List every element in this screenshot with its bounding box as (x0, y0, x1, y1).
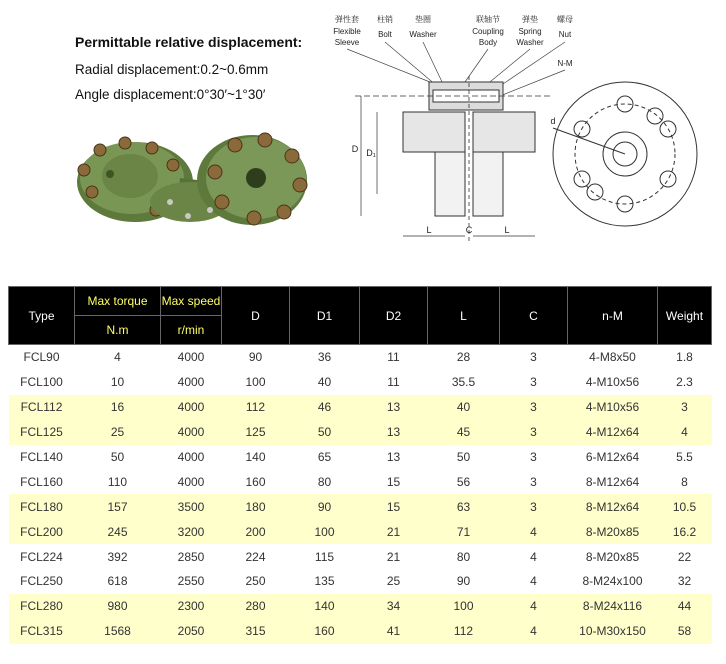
spec-heading: Permittable relative displacement: (75, 34, 303, 50)
header-d2: D2 (360, 287, 428, 345)
table-cell: 3 (500, 420, 568, 445)
table-cell: 4-M10x56 (568, 395, 658, 420)
header-n-m: n-M (568, 287, 658, 345)
table-cell: 34 (360, 594, 428, 619)
table-cell: 45 (428, 420, 500, 445)
label-bolt (377, 14, 393, 39)
table-cell: 36 (290, 345, 360, 370)
table-cell: 80 (428, 544, 500, 569)
table-row (9, 494, 712, 519)
product-header (0, 0, 726, 282)
table-cell: 200 (222, 519, 290, 544)
table-cell: 4000 (161, 370, 222, 395)
table-row (9, 420, 712, 445)
table-cell: 160 (290, 619, 360, 644)
table-cell: 1568 (75, 619, 161, 644)
table-cell: 2300 (161, 594, 222, 619)
table-cell: 250 (222, 569, 290, 594)
table-body (9, 345, 712, 644)
table-cell: 4 (500, 544, 568, 569)
table-cell: 10 (75, 370, 161, 395)
header-type: Type (9, 287, 75, 345)
table-cell: 4 (75, 345, 161, 370)
dim-l-right: L (504, 225, 510, 235)
table-cell: 4-M12x64 (568, 420, 658, 445)
table-cell: 4 (500, 569, 568, 594)
table-row (9, 519, 712, 544)
table-cell: 8-M20x85 (568, 519, 658, 544)
table-cell: 3 (500, 494, 568, 519)
svg-text:Washer: Washer (409, 30, 437, 39)
table-cell: 245 (75, 519, 161, 544)
svg-text:Nut: Nut (558, 30, 572, 39)
dim-c: C (465, 225, 473, 235)
table-cell: 11 (360, 370, 428, 395)
svg-text:垫圈: 垫圈 (415, 15, 431, 24)
table-cell: FCL200 (9, 519, 75, 544)
table-cell: 15 (360, 469, 428, 494)
table-cell: 50 (428, 445, 500, 470)
table-row (9, 619, 712, 644)
svg-text:Coupling: Coupling (472, 27, 504, 36)
table-cell: 71 (428, 519, 500, 544)
table-cell: FCL100 (9, 370, 75, 395)
table-cell: 11 (360, 345, 428, 370)
table-row (9, 469, 712, 494)
table-cell: FCL250 (9, 569, 75, 594)
label-flexible-sleeve (333, 14, 361, 47)
table-cell: 8-M24x100 (568, 569, 658, 594)
svg-text:柱销: 柱销 (377, 15, 393, 24)
table-row (9, 345, 712, 370)
table-cell: 50 (75, 445, 161, 470)
table-cell: 3 (500, 445, 568, 470)
table-cell: FCL140 (9, 445, 75, 470)
table-cell: 16.2 (658, 519, 712, 544)
table-row (9, 569, 712, 594)
dim-l-left: L (426, 225, 432, 235)
coupling-photos (70, 130, 315, 230)
table-cell: 28 (428, 345, 500, 370)
table-cell: 8-M12x64 (568, 494, 658, 519)
header-d1: D1 (290, 287, 360, 345)
table-cell: 32 (658, 569, 712, 594)
label-coupling-body (472, 14, 504, 47)
table-cell: 22 (658, 544, 712, 569)
table-cell: 135 (290, 569, 360, 594)
table-cell: 392 (75, 544, 161, 569)
table-cell: 8-M24x116 (568, 594, 658, 619)
header-weight: Weight (658, 287, 712, 345)
table-row (9, 445, 712, 470)
header-d: D (222, 287, 290, 345)
table-cell: 65 (290, 445, 360, 470)
table-cell: 160 (222, 469, 290, 494)
table-cell: 2050 (161, 619, 222, 644)
label-spring-washer (516, 14, 544, 47)
dim-d-small: d (550, 116, 556, 126)
svg-text:Body: Body (478, 38, 498, 47)
table-cell: FCL160 (9, 469, 75, 494)
table-cell: 3 (500, 370, 568, 395)
table-cell: FCL112 (9, 395, 75, 420)
dim-d1: D₁ (366, 148, 376, 158)
header-max-speed: Max speed (161, 287, 222, 316)
table-row (9, 370, 712, 395)
table-cell: 4-M10x56 (568, 370, 658, 395)
table-cell: 16 (75, 395, 161, 420)
table-cell: FCL180 (9, 494, 75, 519)
table-cell: FCL90 (9, 345, 75, 370)
table-cell: 13 (360, 395, 428, 420)
table-cell: 6-M12x64 (568, 445, 658, 470)
table-cell: 140 (290, 594, 360, 619)
svg-text:Sleeve: Sleeve (334, 38, 360, 47)
table-cell: 224 (222, 544, 290, 569)
table-cell: 13 (360, 420, 428, 445)
header-max-torque: Max torque (75, 287, 161, 316)
table-cell: 10.5 (658, 494, 712, 519)
table-cell: 2850 (161, 544, 222, 569)
table-cell: 3500 (161, 494, 222, 519)
table-cell: 315 (222, 619, 290, 644)
table-cell: 112 (428, 619, 500, 644)
svg-text:螺母: 螺母 (557, 15, 573, 24)
table-cell: 21 (360, 519, 428, 544)
table-cell: FCL125 (9, 420, 75, 445)
table-cell: 90 (290, 494, 360, 519)
table-cell: 4 (658, 420, 712, 445)
table-cell: 618 (75, 569, 161, 594)
table-cell: 5.5 (658, 445, 712, 470)
header-torque-unit: N.m (75, 316, 161, 345)
label-nut (557, 14, 573, 39)
table-cell: 13 (360, 445, 428, 470)
table-cell: FCL315 (9, 619, 75, 644)
table-cell: 140 (222, 445, 290, 470)
table-cell: 4000 (161, 345, 222, 370)
coupling-drawing (325, 4, 720, 274)
table-cell: 4000 (161, 445, 222, 470)
table-cell: 8 (658, 469, 712, 494)
table-cell: 44 (658, 594, 712, 619)
svg-text:弹垫: 弹垫 (522, 15, 538, 24)
table-cell: 8-M20x85 (568, 544, 658, 569)
table-cell: 125 (222, 420, 290, 445)
header-speed-unit: r/min (161, 316, 222, 345)
table-cell: 56 (428, 469, 500, 494)
header-l: L (428, 287, 500, 345)
table-cell: 112 (222, 395, 290, 420)
table-cell: 4-M8x50 (568, 345, 658, 370)
table-cell: 50 (290, 420, 360, 445)
table-cell: 4 (500, 594, 568, 619)
table-cell: 58 (658, 619, 712, 644)
table-row (9, 544, 712, 569)
header-row-1 (9, 287, 712, 316)
table-cell: 41 (360, 619, 428, 644)
table-cell: 4 (500, 619, 568, 644)
table-cell: 40 (428, 395, 500, 420)
header-c: C (500, 287, 568, 345)
table-cell: 115 (290, 544, 360, 569)
table-cell: 3200 (161, 519, 222, 544)
svg-text:Bolt: Bolt (378, 30, 392, 39)
table-cell: 110 (75, 469, 161, 494)
radial-displacement: Radial displacement:0.2~0.6mm (75, 62, 269, 77)
table-cell: 2550 (161, 569, 222, 594)
table-cell: FCL224 (9, 544, 75, 569)
table-cell: 3 (500, 395, 568, 420)
table-cell: 80 (290, 469, 360, 494)
table-row (9, 395, 712, 420)
table-cell: 100 (290, 519, 360, 544)
table-cell: 980 (75, 594, 161, 619)
svg-text:联轴节: 联轴节 (476, 15, 500, 24)
table-cell: 3 (658, 395, 712, 420)
table-cell: 100 (428, 594, 500, 619)
table-cell: 63 (428, 494, 500, 519)
table-cell: 280 (222, 594, 290, 619)
angle-displacement: Angle displacement:0°30′~1°30′ (75, 87, 266, 102)
svg-text:Flexible: Flexible (333, 27, 361, 36)
svg-text:Washer: Washer (516, 38, 544, 47)
table-cell: 1.8 (658, 345, 712, 370)
table-cell: 90 (222, 345, 290, 370)
table-cell: 21 (360, 544, 428, 569)
table-cell: 25 (75, 420, 161, 445)
table-cell: 4000 (161, 420, 222, 445)
table-cell: FCL280 (9, 594, 75, 619)
table-cell: 4000 (161, 395, 222, 420)
svg-text:弹性套: 弹性套 (335, 15, 359, 24)
displacement-spec (75, 34, 302, 112)
table-cell: 100 (222, 370, 290, 395)
table-cell: 157 (75, 494, 161, 519)
label-washer (409, 14, 437, 39)
table-cell: 25 (360, 569, 428, 594)
table-cell: 4000 (161, 469, 222, 494)
coupling-spec-table (8, 286, 712, 644)
table-cell: 10-M30x150 (568, 619, 658, 644)
table-cell: 40 (290, 370, 360, 395)
label-n-m: N-M (557, 59, 573, 68)
table-row (9, 594, 712, 619)
table-cell: 4 (500, 519, 568, 544)
table-cell: 15 (360, 494, 428, 519)
table-cell: 2.3 (658, 370, 712, 395)
dim-d: D (351, 144, 359, 154)
table-cell: 35.5 (428, 370, 500, 395)
table-cell: 8-M12x64 (568, 469, 658, 494)
table-cell: 180 (222, 494, 290, 519)
svg-text:Spring: Spring (518, 27, 542, 36)
table-cell: 90 (428, 569, 500, 594)
table-cell: 3 (500, 469, 568, 494)
table-cell: 3 (500, 345, 568, 370)
table-cell: 46 (290, 395, 360, 420)
